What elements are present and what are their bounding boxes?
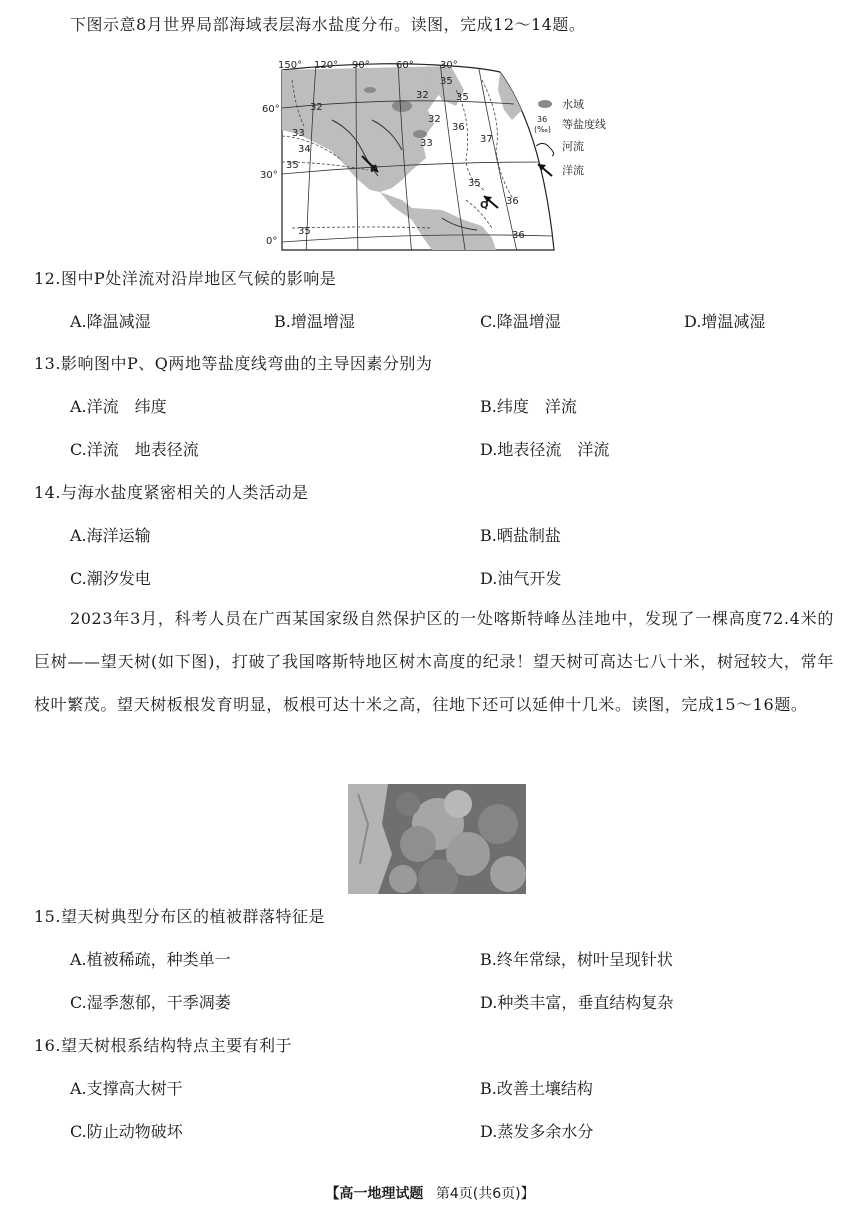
footer-title: 【高一地理试题 — [325, 1186, 424, 1202]
isohaline-label: 33 — [420, 138, 433, 149]
question-14-stem: 14.与海水盐度紧密相关的人类活动是 — [34, 483, 309, 502]
question-15-stem: 15.望天树典型分布区的植被群落特征是 — [34, 907, 325, 926]
question-16-option-b: B.改善土壤结构 — [480, 1079, 593, 1098]
passage-text: 2023年3月，科考人员在广西某国家级自然保护区的一处喀斯特峰丛洼地中，发现了一棵高度72.4米的巨树——望天树(如下图)，打破了我国喀斯特地区树木高度的纪录！望天树可高达七八十米，树冠较大，常年枝叶繁茂。望天树板根发育明显，板根可达十米之高，往地下还可以延伸十几米。读图，完成15～16题。 — [34, 609, 834, 714]
legend-isohaline-unit: (‰) — [534, 125, 551, 134]
isohaline-label: 35 — [440, 76, 453, 87]
question-12-option-d: D.增温减湿 — [684, 312, 766, 331]
question-12-stem: 12.图中P处洋流对沿岸地区气候的影响是 — [34, 269, 337, 288]
isohaline-label: 36 — [506, 196, 519, 207]
legend-isohaline: 等盐度线 — [562, 118, 606, 131]
water-legend-icon — [538, 100, 552, 108]
question-15-option-d: D.种类丰富，垂直结构复杂 — [480, 993, 674, 1012]
question-12-option-b: B.增温增湿 — [274, 312, 355, 331]
salinity-map — [252, 50, 614, 256]
isohaline-label: 32 — [416, 90, 429, 101]
question-13-option-a: A.洋流 纬度 — [70, 397, 167, 416]
question-16-stem: 16.望天树根系结构特点主要有利于 — [34, 1036, 292, 1055]
isohaline-label: 34 — [298, 144, 311, 155]
question-12-option-a: A.降温减湿 — [70, 312, 151, 331]
tree-photo — [348, 784, 526, 894]
legend-isohaline-sample: 36 — [537, 115, 548, 124]
isohaline-label: 35 — [286, 160, 299, 171]
legend-river: 河流 — [562, 140, 584, 153]
question-16-option-a: A.支撑高大树干 — [70, 1079, 183, 1098]
question-16-option-d: D.蒸发多余水分 — [480, 1122, 594, 1141]
lon-label: 30° — [440, 60, 458, 71]
question-15-option-c: C.湿季葱郁，干季凋萎 — [70, 993, 231, 1012]
lon-label: 120° — [314, 60, 339, 71]
isohaline-label: 37 — [480, 134, 493, 145]
lat-label: 60° — [262, 104, 280, 115]
lat-label: 30° — [260, 170, 278, 181]
question-14-option-b: B.晒盐制盐 — [480, 526, 561, 545]
question-14-option-c: C.潮汐发电 — [70, 569, 151, 588]
isohaline-label: 32 — [310, 102, 323, 113]
lat-label: 0° — [266, 236, 278, 247]
question-16-option-c: C.防止动物破坏 — [70, 1122, 183, 1141]
isohaline-label: 33 — [292, 128, 305, 139]
page-footer — [0, 1183, 860, 1203]
question-15-option-b: B.终年常绿，树叶呈现针状 — [480, 950, 673, 969]
question-13-option-b: B.纬度 洋流 — [480, 397, 577, 416]
legend-current: 洋流 — [562, 164, 584, 177]
question-13-option-c: C.洋流 地表径流 — [70, 440, 199, 459]
isohaline-label: 32 — [428, 114, 441, 125]
isohaline-label: 35 — [456, 92, 469, 103]
point-p-label: P — [370, 164, 378, 175]
river-legend-icon — [536, 143, 554, 156]
isohaline-label: 35 — [468, 178, 481, 189]
lon-label: 150° — [278, 60, 303, 71]
isohaline-label: 36 — [512, 230, 525, 241]
lon-label: 90° — [352, 60, 370, 71]
question-12-option-c: C.降温增湿 — [480, 312, 561, 331]
lon-label: 60° — [396, 60, 414, 71]
isohaline-label: 36 — [452, 122, 465, 133]
intro-map: 下图示意8月世界局部海域表层海水盐度分布。读图，完成12～14题。 — [70, 15, 586, 34]
question-15-option-a: A.植被稀疏，种类单一 — [70, 950, 231, 969]
question-14-option-a: A.海洋运输 — [70, 526, 151, 545]
legend-water: 水域 — [562, 98, 584, 111]
salinity-map-svg — [252, 50, 614, 256]
question-13-stem: 13.影响图中P、Q两地等盐度线弯曲的主导因素分别为 — [34, 354, 433, 373]
isohaline-label: 35 — [298, 226, 311, 237]
footer-page: 第4页(共6页)】 — [435, 1186, 535, 1202]
point-q-label: Q — [480, 200, 489, 211]
question-14-option-d: D.油气开发 — [480, 569, 562, 588]
question-13-option-d: D.地表径流 洋流 — [480, 440, 610, 459]
